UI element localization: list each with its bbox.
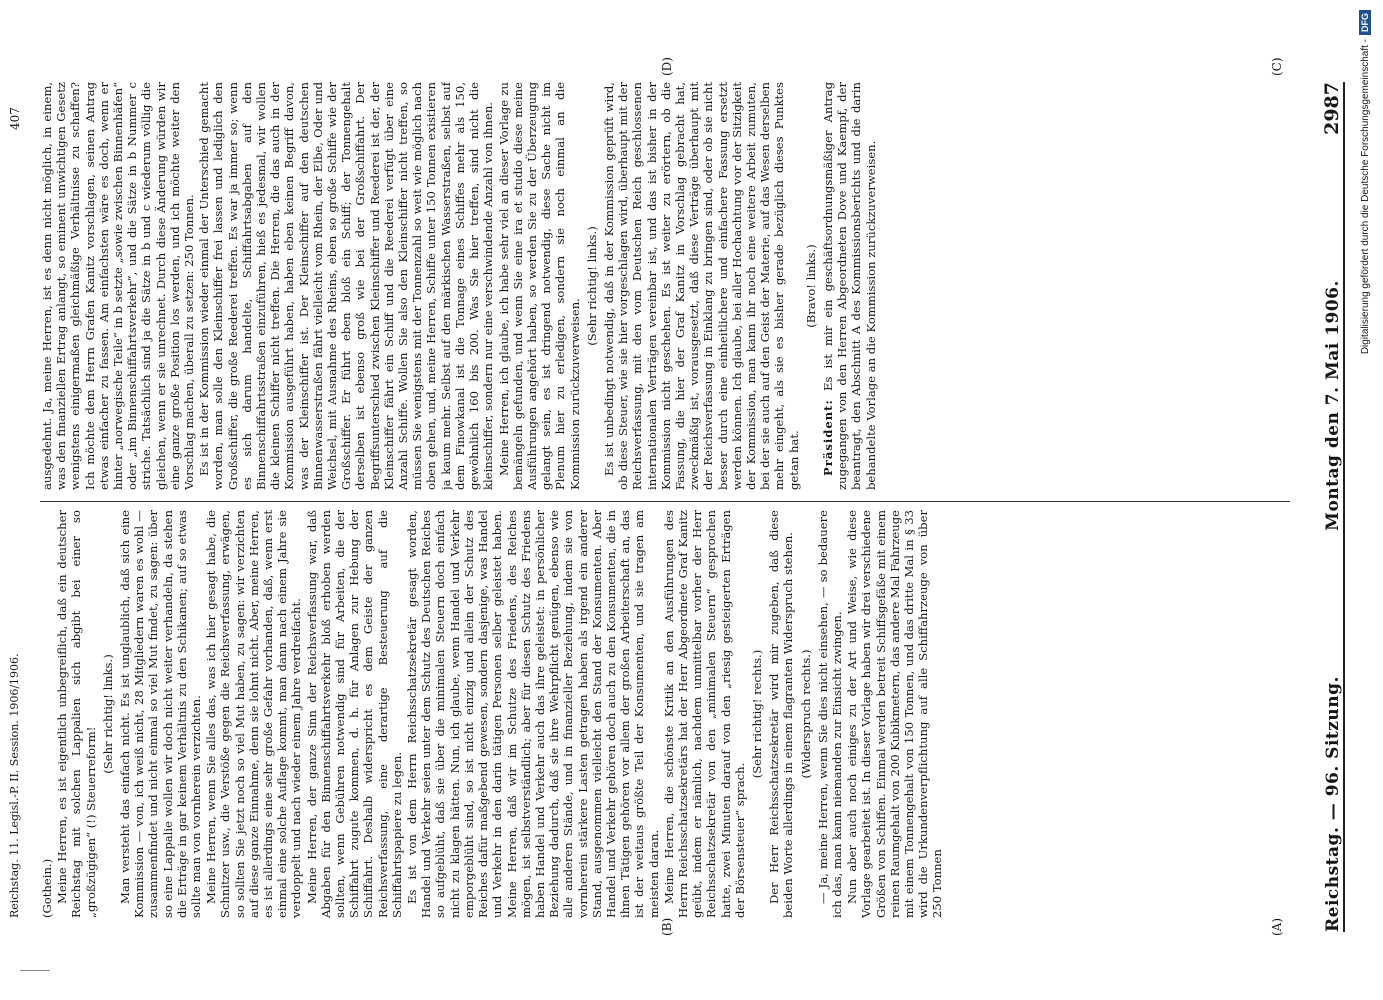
paragraph: Man versteht das einfach nicht. Es ist unglaublich, daß sich eine Kommission — von, ich weiß nicht, 28 Mitgliedern waren es wohl — zusammenfindet und nicht einmal so viel Mut findet, zu sagen: über so eine Lappalie wollen wir doch nicht weiter verhandeln, da stehen die Erträge in gar keinem Verhältnis zu den Schikanen; auf so etwas sollte man von vornherein verzichten. [118, 510, 204, 918]
paragraph: Meine Herren, es ist eigentlich unbegreiflich, daß ein deutscher Reichstag mit solchen Lappalien sich abgibt bei einer so „großzügigen“ (!) Steuerreform! [55, 510, 98, 918]
interjection: (Sehr richtig! rechts.) [749, 649, 764, 779]
interjection: (Sehr richtig! links.) [100, 654, 115, 774]
digitization-credit [1352, 10, 1378, 985]
paragraph: Meine Herren, ich glaube, ich habe sehr viel an dieser Vorlage zu bemängeln gefunden, und wenn Sie eine ira et studio diese meine Ausführungen angehört haben, so werden Sie zu der Überzeugung gelangt sein, es ist dringend notwendig, diese Sache nicht im Plenum hier zu erledigen, sondern sie noch einmal an die Kommission zurückzuverweisen. [496, 82, 582, 490]
president-statement [821, 82, 878, 490]
margin-letter-b: (B) [660, 917, 674, 936]
interjection: (Widerspruch rechts.) [798, 649, 813, 779]
page-number: 2987 [1321, 82, 1343, 135]
paragraph: Es ist in der Kommission wieder einmal der Unterschied gemacht worden, man solle den Kleinschiffer frei lassen und lediglich den Großschiffer, die große Reederei treffen. Es war ja immer so; wenn es sich darum handelte, Schiffahrtsabgaben auf den Binnenschiffahrtsstraßen einzuführen, hieß es jedesmal, wir wollen die kleinen Schiffer nicht treffen. Die Herren, die das auch in der Kommission ausgeführt haben, haben eben keinen Begriff davon, was der Kleinschiffer ist. Der Kleinschiffer auf den deutschen Binnenwasserstraßen fährt vielleicht vom Rhein, der Elbe, Oder und Weichsel, mit Ausnahme des Rheins, eben so große Schiffe wie der Großschiffer. Er führt eben bloß ein Schiff; der Tonnengehalt derselben ist ebenso groß wie bei der Großschiffahrt. Der Begriffsunterschied zwischen Kleinschiffer und Reederei ist der, der Kleinschiffer fährt ein Schiff und die Reederei verfügt über eine Anzahl Schiffe. Wollen Sie also den Kleinschiffer nicht treffen, so müssen Sie wenigstens mit der Tonnenzahl so weit wie möglich nach oben gehen, und, meine Herren, Schiffe unter 150 Tonnen existieren ja kaum mehr. Selbst auf den märkischen Wasserstraßen, selbst auf dem Finowkanal ist die Tonnage eines Schiffes mehr als 150, gewöhnlich 160 bis 200. Was Sie hier treffen, sind nicht die kleinschiffer, sondern nur eine verschwindende Anzahl von ihnen. [197, 82, 496, 490]
paragraph: Der Herr Reichsschatzsekretär wird mir zugeben, daß diese beiden Worte allerdings in einem flagranten Widerspruch stehen. [767, 510, 796, 918]
president-label: Präsident: [820, 399, 835, 476]
paragraph: ausgedehnt. Ja, meine Herren, ist es denn nicht möglich, in einem, was den finanziellen Ertrag anlangt, so eminent unwichtigen Gesetz wenigstens einigermaßen gleichmäßige Verhältnisse zu schaffen? Ich möchte dem Herrn Grafen Kanitz vorschlagen, seinen Antrag etwas einfacher zu fassen. Am einfachsten wäre es doch, wenn er hinter „norwegische Teile“ in b setzte „sowie zwischen Binnenhäfen“ oder „im Binnenschiffahrtsverkehr“, und die Sätze in b Nummer c striche. Tatsächlich sind ja die Sätze in b und c wiederum völlig die gleichen, wenn er sie unrechnet. Durch diese Änderung würden wir eine ganze große Position los werden, und ich möchte weiter den Vorschlag machen, überall zu setzen: 250 Tonnen. [40, 82, 197, 490]
margin-letter-d: (D) [660, 57, 674, 76]
scan-edge-mark [20, 970, 50, 971]
running-header [1303, 82, 1345, 932]
footer-sheet-number: 407 [8, 107, 22, 130]
interjection: (Sehr richtig! links.) [584, 226, 599, 346]
paragraph: Es ist unbedingt notwendig, daß in der Kommission geprüft wird, ob diese Steuer, wie sie hier vorgeschlagen wird, überhaupt mit der Reichsverfassung, mit den vom Deutschen Reich geschlossenen internationalen Verträgen vereinbar ist, und das ist bisher in der Kommission nicht geschehen. Es ist weiter zu erörtern, ob die Fassung, die hier der Graf Kanitz in Vorschlag gebracht hat, zweckmäßig ist, vorausgesetzt, daß diese Verträge überhaupt mit der Reichsverfassung in Einklang zu bringen sind, oder ob sie nicht besser durch eine einheitlichere und einfachere Fassung ersetzt werden können. Ich glaube, bei aller Hochachtung vor der Sitzigkeit der Kommission, man kann ihr noch eine weitere Arbeit zumuten, bei der sie auch auf den Geist der Materie, auf das Wesen derselben mehr eingeht, als sie es bisher gerade bezüglich dieses Punktes getan hat. [601, 82, 801, 490]
footer-session-info: Reichstag. 11. Legisl.-P. II. Session. 1906/1906. [8, 653, 21, 918]
column-divider [40, 501, 1290, 502]
paragraph: Es ist von dem Herrn Reichsschatzsekretär gesagt worden, Handel und Verkehr seien unter dem Schutz des Deutschen Reiches so aufgeblüht, daß sie über die minimalen Steuern doch einfach nicht zu klagen hätten. Nun, ich glaube, wenn Handel und Verkehr emporgeblüht sind, so ist nicht einzig und allein der Schutz des Reiches dafür maßgebend gewesen, sondern dasjenige, was Handel und Verkehr in den darin tätigen Personen selber geleistet haben. Meine Herren, daß wir im Schutze des Friedens, des Reiches mögen, ist selbstverständlich; aber für diesen Schutz des Friedens haben Handel und Verkehr auch das ihre geleistet: in persönlicher Beziehung dadurch, daß sie ihre Wehrpflicht genügen, ebenso wie alle anderen Stände, und in finanzieller Beziehung, indem sie von vornherein stärkere Lasten getragen haben als irgend ein anderer Stand, ausgenommen vielleicht den Stand der Konsumenten. Aber Handel und Verkehr gehören doch auch zu den Konsumenten, die in ihnen Tätigen gehören vor allem der großen Arbeiterschaft an, das ist der weitaus größte Teil der Konsumenten, und sie tragen am meisten daran. [405, 510, 661, 918]
session-date: Montag den 7. Mai 1906. [1323, 280, 1343, 531]
text-column-left [40, 510, 1290, 918]
session-title: Reichstag. — 96. Sitzung. [1323, 676, 1343, 932]
credit-text: Digitalisierung gefördert durch die Deutsche Forschungsgemeinschaft - [1359, 39, 1371, 355]
speaker-tag: (Gothein.) [40, 858, 54, 918]
paragraph: — Ja, meine Herren, wenn Sie dies nicht einsehen, — so bedauere ich das, man kann niemanden zur Einsicht zwingen. [815, 510, 844, 918]
president-text: Es ist mir ein geschäftsordnungsmäßiger Antrag zugegangen von den Herren Abgeordneten Dove und Kaempf, der beantragt, den Abschnitt A des Kommissionsberichts und die darin behandelte Vorlage an die Kommission zurückzuverweisen. [820, 82, 878, 490]
paragraph: Nun aber auch noch einiges zu der Art und Weise, wie diese Vorlage gearbeitet ist. In dieser Vorlage haben wir drei verschiedene Größen von Schiffen. Einmal werden betreit Schiffsgefäße mit einem reinen Raumgehalt von 200 Kubikmetern, das andere Mal Fahrzeuge mit einem Tonnengehalt von 150 Tonnen, und das dritte Mal in § 33 wird die Urkundenverpflichtung auf alle Schiffahrzeuge von über 250 Tonnen [845, 510, 945, 918]
text-column-right [40, 82, 1290, 490]
paragraph: Meine Herren, die schönste Kritik an den Ausführungen des Herrn Reichsschatzsekretärs hat der Herr Abgeordnete Graf Kanitz geübt, indem er nämlich, nachdem unmittelbar vorher der Herr Reichsschatzsekretär von den „minimalen Steuern“ gesprochen hatte, zwei Minuten darauf von den „riesig gesteigerten Erträgen der Börsensteuer“ sprach. [661, 510, 747, 918]
dfg-logo: DFG [1359, 10, 1371, 35]
interjection: (Bravo! links.) [803, 244, 818, 328]
margin-letter-a: (A) [1270, 917, 1284, 936]
paragraph: Meine Herren, der ganze Sinn der Reichsverfassung war, daß Abgaben für den Binnenschiffahrtsverkehr bloß erhoben werden sollten, wenn Gebühren notwendig sind für Arbeiten, die der Schiffahrt zugute kommen, d. h. für Anlagen zur Hebung der Schiffahrt. Deshalb widerspricht es dem Geiste der ganzen Reichsverfassung, eine derartige Besteuerung auf die Schiffahrtspapiere zu legen. [304, 510, 404, 918]
margin-letter-c: (C) [1270, 57, 1284, 76]
paragraph: Meine Herren, wenn Sie alles das, was ich hier gesagt habe, die Schnitzer usw., die Verstöße gegen die Reichsverfassung, erwägen, so sollten Sie jetzt noch so viel Mut haben, zu sagen: wir verzichten auf diese ganze Einnahme, denn sie lohnt nicht. Aber, meine Herren, es ist allerdings eine sehr große Gefahr vorhanden, daß, wenn erst einmal eine solche Auflage kommt, man dann nach einem Jahre sie verdoppelt und nach wieder einem Jahre verdreifacht. [204, 510, 304, 918]
